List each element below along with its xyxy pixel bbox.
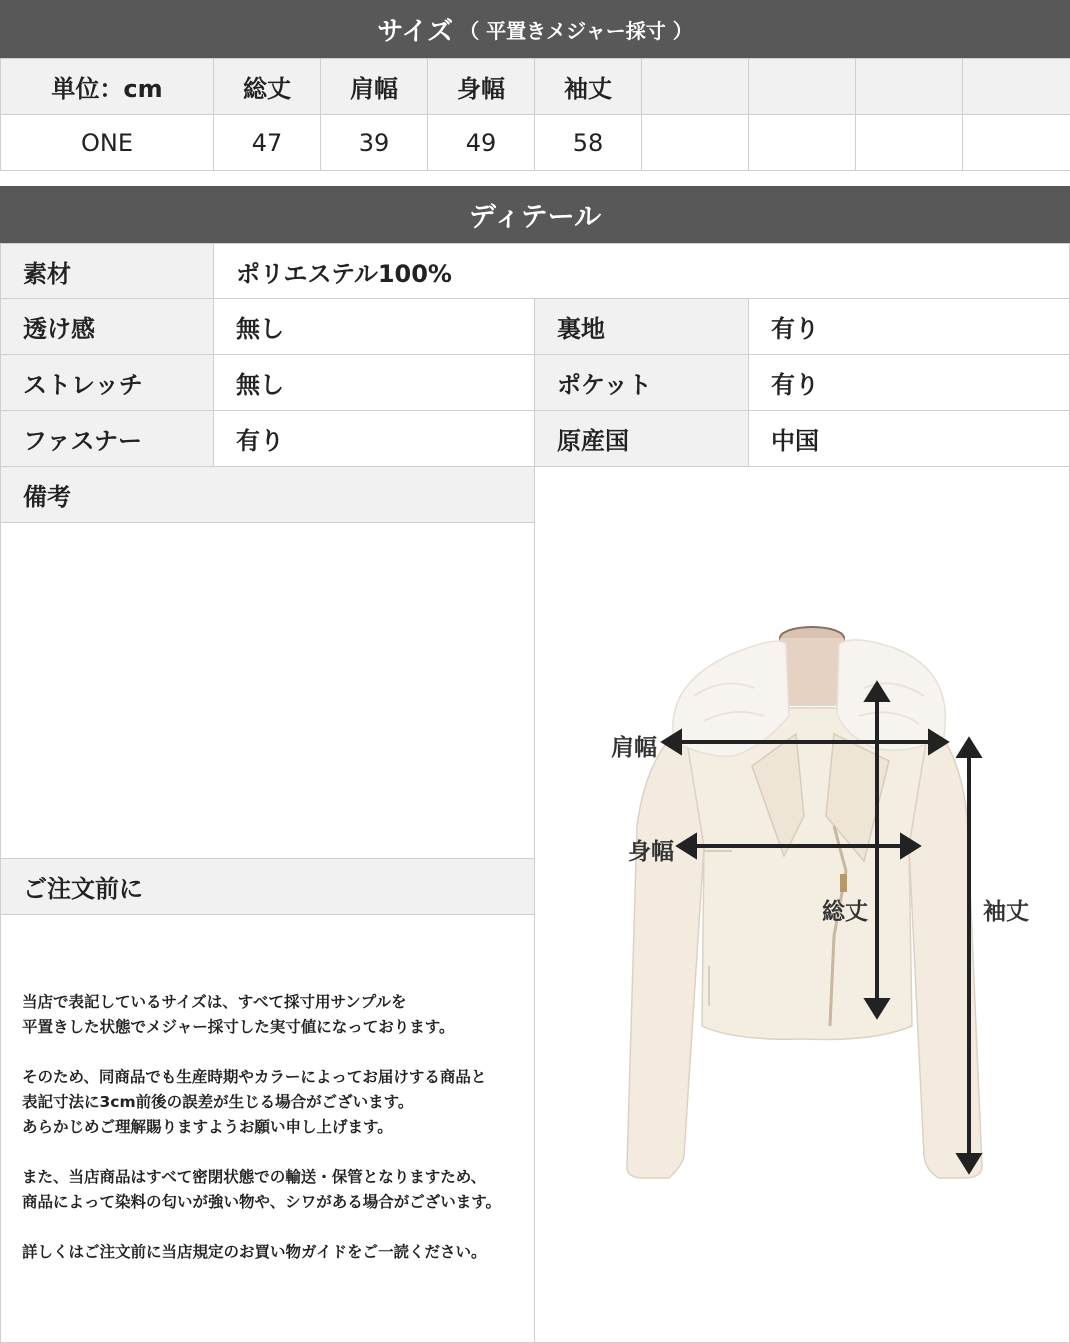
size-header-unit: 単位：cm	[1, 59, 214, 115]
size-cell-empty	[749, 115, 856, 171]
detail-section-header	[0, 186, 1070, 243]
size-cell-size: ONE	[1, 115, 214, 171]
size-header-sleeve: 袖丈	[535, 59, 642, 115]
lining-label: 裏地	[534, 298, 749, 355]
size-header-shoulder: 肩幅	[321, 59, 428, 115]
size-table	[0, 58, 1070, 171]
notes-line: 当店で表記しているサイズは、すべて採寸用サンプルを	[22, 993, 407, 1011]
material-value: ポリエステル100%	[213, 243, 1070, 299]
origin-value: 中国	[748, 410, 1070, 467]
before-order-label: ご注文前に	[0, 858, 535, 915]
remarks-body	[0, 522, 535, 859]
fastener-value: 有り	[213, 410, 535, 467]
pocket-value: 有り	[748, 354, 1070, 411]
size-header-length: 総丈	[214, 59, 321, 115]
notes-line: 平置きした状態でメジャー採寸した実寸値になっております。	[22, 1018, 455, 1036]
origin-label: 原産国	[534, 410, 749, 467]
notes-line: あらかじめご理解賜りますようお願い申し上げます。	[22, 1118, 393, 1136]
shoulder-width-label: 肩幅	[611, 735, 657, 761]
remarks-label: 備考	[0, 466, 535, 523]
notes-line: 詳しくはご注文前に当店規定のお買い物ガイドをご一読ください。	[22, 1243, 487, 1261]
chest-width-label: 身幅	[628, 839, 674, 865]
stretch-label: ストレッチ	[0, 354, 214, 411]
sleeve-length-label: 袖丈	[983, 899, 1029, 925]
notes-line: そのため、同商品でも生産時期やカラーによってお届けする商品と	[22, 1068, 487, 1086]
size-cell-empty	[856, 115, 963, 171]
size-header-empty	[749, 59, 856, 115]
stretch-value: 無し	[213, 354, 535, 411]
size-header-empty	[642, 59, 749, 115]
size-cell-shoulder: 39	[321, 115, 428, 171]
size-header-chest: 身幅	[428, 59, 535, 115]
size-cell-empty	[642, 115, 749, 171]
notes-line: 表記寸法に3cm前後の誤差が生じる場合がございます。	[22, 1093, 414, 1111]
fastener-label: ファスナー	[0, 410, 214, 467]
size-cell-chest: 49	[428, 115, 535, 171]
lining-value: 有り	[748, 298, 1070, 355]
material-label: 素材	[0, 243, 214, 299]
size-cell-sleeve: 58	[535, 115, 642, 171]
size-table-header-row	[1, 59, 1070, 115]
notes-line: 商品によって染料の匂いが強い物や、シワがある場合がございます。	[22, 1193, 501, 1211]
sheer-label: 透け感	[0, 298, 214, 355]
notes-paragraph	[22, 1065, 532, 1140]
size-header-empty	[856, 59, 963, 115]
notes-paragraph	[22, 1165, 532, 1215]
size-cell-empty	[963, 115, 1070, 171]
total-length-label: 総丈	[822, 899, 868, 925]
size-section-subtitle: （ 平置きメジャー採寸 ）	[459, 18, 693, 43]
size-table-row	[1, 115, 1070, 171]
notes-paragraph	[22, 990, 532, 1040]
size-section-header	[0, 0, 1070, 58]
notes-paragraph	[22, 1240, 532, 1265]
size-section-title: サイズ	[377, 16, 454, 47]
pocket-label: ポケット	[534, 354, 749, 411]
detail-section-title: ディテール	[468, 202, 602, 233]
size-header-empty	[963, 59, 1070, 115]
sheer-value: 無し	[213, 298, 535, 355]
size-cell-length: 47	[214, 115, 321, 171]
order-notes	[22, 990, 532, 1290]
notes-line: また、当店商品はすべて密閉状態での輸送・保管となりますため、	[22, 1168, 487, 1186]
